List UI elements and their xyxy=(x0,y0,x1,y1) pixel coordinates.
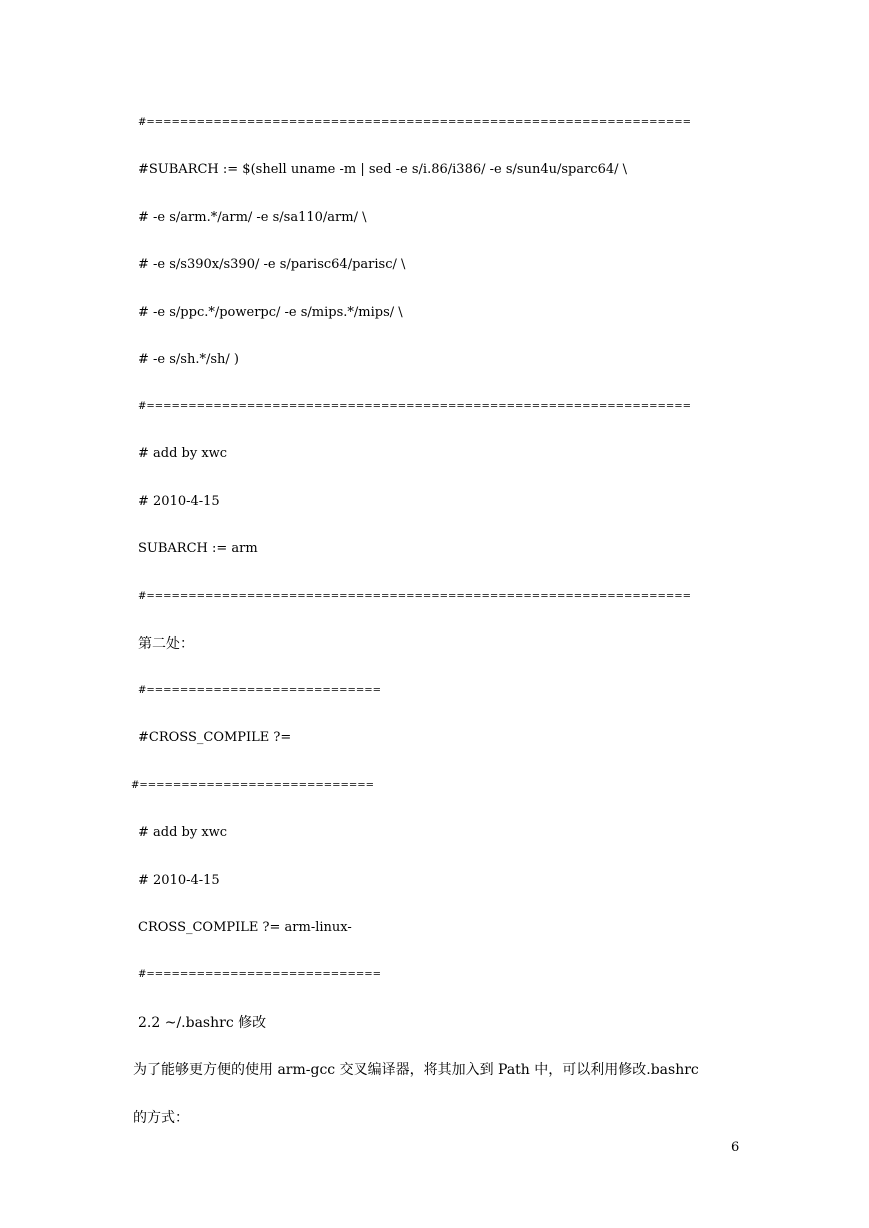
section-label: 第二处： xyxy=(138,636,194,652)
code-line: SUBARCH := arm xyxy=(138,541,258,556)
code-line: # -e s/s390x/s390/ -e s/parisc64/parisc/ \ xyxy=(138,257,406,272)
paragraph-text: 的方式： xyxy=(133,1110,189,1126)
separator-line: #================================================================= xyxy=(138,401,692,412)
separator-line: #================================================================= xyxy=(138,591,692,602)
code-line: # -e s/arm.*/arm/ -e s/sa110/arm/ \ xyxy=(138,210,367,225)
code-line: #CROSS_COMPILE ?= xyxy=(138,730,292,745)
code-line: # -e s/ppc.*/powerpc/ -e s/mips.*/mips/ \ xyxy=(138,305,403,320)
separator-line: #============================ xyxy=(131,780,374,791)
comment-line: # 2010-4-15 xyxy=(138,494,220,509)
section-heading: 2.2 ~/.bashrc 修改 xyxy=(138,1015,267,1031)
page-number: 6 xyxy=(731,1140,740,1155)
separator-line: #================================================================= xyxy=(138,117,692,128)
comment-line: # 2010-4-15 xyxy=(138,873,220,888)
comment-line: # add by xwc xyxy=(138,446,228,461)
separator-line: #============================ xyxy=(138,969,381,980)
code-line: CROSS_COMPILE ?= arm-linux- xyxy=(138,920,352,935)
comment-line: # add by xwc xyxy=(138,825,228,840)
code-line: #SUBARCH := $(shell uname -m | sed -e s/i.86/i386/ -e s/sun4u/sparc64/ \ xyxy=(138,162,628,177)
separator-line: #============================ xyxy=(138,685,381,696)
code-line: # -e s/sh.*/sh/ ) xyxy=(138,352,239,367)
paragraph-text: 为了能够更方便的使用 arm-gcc 交叉编译器，将其加入到 Path 中，可以利用修改.bashrc xyxy=(133,1062,699,1078)
